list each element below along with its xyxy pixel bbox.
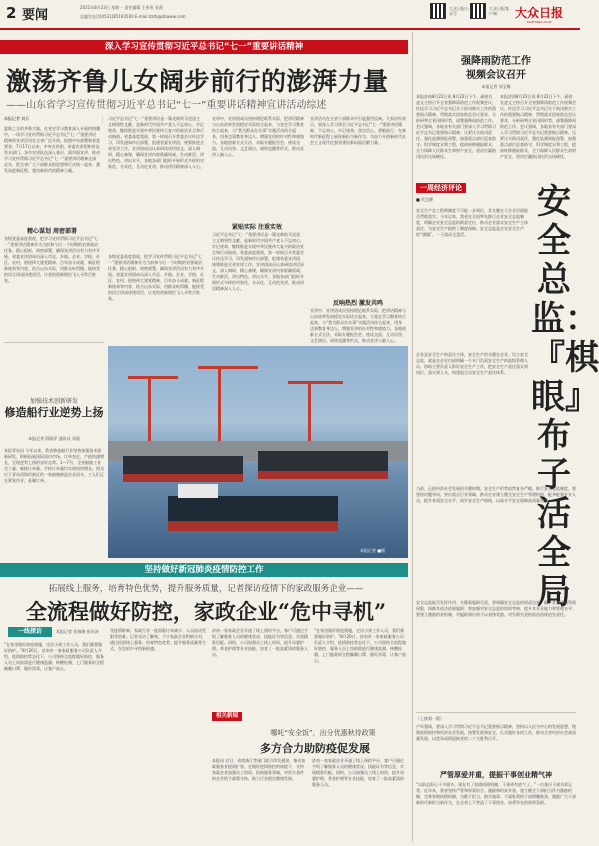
lead-col4-text: 宣讲活动在全省干部群众中引起强烈反响。大家纷纷表示，要深入学习领会习近平总书记“七一”重要讲话精神，不忘初心、牢记使命，坚定信心、勇毅前行，在新时代新征程上展现新担当新作为，为奋力开创新时代社会主义现代化强省建设新局面贡献力量。 xyxy=(310,116,406,145)
feature-byline: 本报记者 薛晓萍 通讯员 刘丽 xyxy=(28,436,80,441)
commentary-byline: ■ 代玉娇 xyxy=(416,197,434,202)
related-kicker: 哪吒“安全饭”，出分优惠秋待政策 xyxy=(270,729,376,737)
campaign-banner: 深入学习宣传贯彻习近平总书记“七一”重要讲话精神 xyxy=(0,40,408,54)
lead-col2-text-cont: 各级党委高度重视，把学习宣传贯彻习近平总书记“七一”重要讲话精神作为当前和今后一个时期的首要政治任务，精心组织，周密部署，确保宣讲活动有力有序开展。省委宣讲团成员深入市县、乡镇、企业、学校、社区、农村，围绕伟大建党精神、百年奋斗成就、新征程新使命等内容，结合山东实际，用群众听得懂、能接受的语言讲深讲透讲活，让党的创新理论飞入寻常百姓家。 xyxy=(108,254,204,301)
commentary-text-a: 安全生产总工程师制度不可能一步到位，其关键在于企业层面能否贯彻落实。今年以来，我省在全国率先推行企业安全总监制度，明确企业安全总监的职责定位，推动企业落实安全生产主体责任，为安全生产提供了制度保障。安全总监是企业安全生产的“棋眼”，一子落而全盘活。 xyxy=(416,208,528,237)
lead-col4-subtitle: 反响热烈 激发共鸣 xyxy=(332,300,384,307)
right-bottom-kicker: （上接第一版） xyxy=(416,716,444,721)
lead-col4-text-cont: 宣讲中，宣讲团成员坚持理论联系实际，把讲话精神与山东改革发展稳定实际结合起来，与党史学习教育结合起来，与“我为群众办实事”实践活动结合起来，用身边事教育身边人，增强宣讲的针对性和感染力。各地创新方式方法，采取专题报告会、座谈交流、互动问答、文艺演出、网络直播等形式，推动宣讲入脑入心。 xyxy=(310,308,406,343)
commentary-vertical-title: 安全总监：『棋眼』布子活全局 xyxy=(531,182,599,612)
commentary-text-c: 当前，正值经济社会发展的关键时期，安全生产形势依然复杂严峻。推行安全总监制度，要坚持问题导向，突出重点行业领域，推动企业建立健全安全生产管理机构，配齐配强专业人员，提升本质安全水平，筑牢安全生产防线，以高水平安全保障高质量发展。 xyxy=(416,486,576,503)
qr-code-icon xyxy=(470,3,486,19)
lead-headline: 激荡齐鲁儿女阔步前行的澎湃力量 xyxy=(6,67,389,96)
divider xyxy=(4,342,104,343)
lead-subhead: ——山东省学习宣传贯彻习近平总书记“七一”重要讲话精神宣讲活动综述 xyxy=(6,100,327,111)
newspaper-logo-sub: DAZHONG DAILY xyxy=(527,20,552,24)
related-news-tag: 相关新闻 xyxy=(212,712,242,721)
right-bottom-title: 严管厚爱并重，提振干事创业精气神 xyxy=(440,771,552,779)
right-bottom-text-b: “以前总担心干多错多，现在有了容错纠错机制，干事更有底气了。”一位基层干部告诉记者。近年来，我省坚持严管和厚爱结合、激励和约束并重，建立健全干部担当作为激励机制，完善容错纠错机制，为敢于担当、踏实做事、不谋私利的干部撑腰鼓劲，激励广大干部新时代新担当新作为，在全省上下营造了干事创业、奋勇争先的浓厚氛围。 xyxy=(416,782,576,805)
right-top-byline: 本报记者 刘玉梅 xyxy=(481,84,511,89)
lead-col3-text: 宣讲中，宣讲团成员坚持理论联系实际，把讲话精神与山东改革发展稳定实际结合起来，与党史学习教育结合起来，与“我为群众办实事”实践活动结合起来，用身边事教育身边人，增强宣讲的针对性和感染力。各地创新方式方法，采取专题报告会、座谈交流、互动问答、文艺演出、网络直播等形式，推动宣讲入脑入心。 xyxy=(212,116,304,157)
right-top-title-2: 视频会议召开 xyxy=(466,70,526,81)
related-text-cont: 济南一家家政企业开通了线上预约平台，客户可通过手机了解服务人员的健康状况、技能证书等信息，实现精准匹配。同时，公司加强员工线上培训，提升母婴护理、养老护理等专业技能，培育了一批高素质的服务人员。 xyxy=(312,758,404,787)
feature-text: 本报青岛讯 今年以来，我省修造船行业坚持加强技术创新研发，积极拓展国际国内市场，订单充足，产值快速增长，呈现逆势上扬的良好态势。1—7月，全省船舶工业完工量、新接订单量、手持订单量均实现较快增长。图为位于青岛西海岸新区的一家船舶修造企业码头，工人们正在紧张作业，赶制订单。 xyxy=(4,448,104,483)
lead-byline: 本报记者 刘兵 xyxy=(4,116,103,123)
second-byline: 本报记者 张春晓 张环泽 xyxy=(56,629,99,634)
photo-caption: 本报记者 ■摄 xyxy=(360,548,386,553)
lead-col1-subtitle: 精心谋划 周密部署 xyxy=(26,228,78,235)
right-top-text: 本报济南8月22日讯 8月22日下午，副省长凌文主持召开全省强降雨防范工作视频会议，传达学习习近平总书记关于防汛救灾工作的重要指示精神，贯彻落实国家防总会议要求，分析研判全省汛情形势，部署强降雨防范工作。会议强调，各地各有关部门要深入学习贯彻习近平总书记重要指示精神，压紧压实防汛责任，强化监测预报预警，加强重点部位巡查防守，科学调度水利工程，提前转移避险群众，全力保障人民群众生命财产安全，坚决打赢防汛抗洪这场硬仗。 xyxy=(416,94,496,159)
lead-col3-subtitle: 紧贴实际 注重实效 xyxy=(231,224,283,231)
qr-code-icon xyxy=(430,3,446,19)
related-text: 本报讯 近日，省商务厅等部门联合印发通知，推动家政服务业提质扩容，在做好疫情防控的前提下，支持家政企业加强员工培训、拓展服务领域，对符合条件的企业给予政策支持，助力行业稳定健康发展。 xyxy=(212,758,306,781)
lead-col2-text: 习近平总书记“七一”重要讲话是一篇光辉的马克思主义纲领性文献，是新时代中国共产党人不忘初心、牢记使命、继续推进实现中华民族伟大复兴的政治宣言和行动指南。省委高度重视，第一时间召开常委会议传达学习，印发通知作出部署，组建省委宣讲团，统筹推进全省宣讲工作。宣讲团成员认真研读讲话原文，深入调研，精心备课，确保宣讲内容准确权威、生动鲜活，讲出特色、讲出水平。各地各部门组织开展形式多样的对象化、分众化、互动化宣讲，推动讲话精神深入人心。 xyxy=(108,116,204,169)
divider xyxy=(416,712,576,713)
right-top-text-cont: 本报济南8月22日讯 8月22日下午，副省长凌文主持召开全省强降雨防范工作视频会议，传达学习习近平总书记关于防汛救灾工作的重要指示精神，贯彻落实国家防总会议要求，分析研判全省汛情形势，部署强降雨防范工作。会议强调，各地各有关部门要深入学习贯彻习近平总书记重要指示精神，压紧压实防汛责任，强化监测预报预警，加强重点部位巡查防守，科学调度水利工程，提前转移避险群众，全力保障人民群众生命财产安全，坚决打赢防汛抗洪这场硬仗。 xyxy=(500,94,576,159)
second-col3-text: 济南一家家政企业开通了线上预约平台，客户可通过手机了解服务人员的健康状况、技能证书等信息，实现精准匹配。同时，公司加强员工线上培训，提升母婴护理、养老护理等专业技能，培育了一批高素质的服务人员。 xyxy=(212,628,308,657)
right-top-title-1: 强降雨防范工作 xyxy=(461,56,531,67)
second-subhead: 拓展线上服务，培育特色优势，提升服务质量，记者探访疫情下的家政服务企业—— xyxy=(48,584,364,594)
phone-line: 总编室电话(0531)85193500 E-mail:dzrb@dzwww.com xyxy=(80,14,186,19)
second-col2-text: 受疫情影响，家政行业一度面临订单减少、人员流动受限等困难。记者采访了解到，不少家政企业积极应对，通过拓展线上服务、培育特色优势、提升服务质量等方式，在危机中寻找新机遇。 xyxy=(110,628,206,651)
commentary-text-d: 安全总监能否发挥作用，关键看履职尽责。要明确安全总监的权责边界，赋予其必要的管理权限，保障其依法依规履职；要加强对安全总监的培训考核，提升其专业能力和管理水平；要建立激励约束机制，对履职到位的予以表扬奖励，对失职失责的依法依规追究责任。 xyxy=(416,600,576,617)
related-title: 多方合力助防疫促发展 xyxy=(260,742,370,755)
column-divider xyxy=(412,32,413,842)
lead-col3-text-cont: 习近平总书记“七一”重要讲话是一篇光辉的马克思主义纲领性文献，是新时代中国共产党人不忘初心、牢记使命、继续推进实现中华民族伟大复兴的政治宣言和行动指南。省委高度重视，第一时间召开常委会议传达学习，印发通知作出部署，组建省委宣讲团，统筹推进全省宣讲工作。宣讲团成员认真研读讲话原文，深入调研，精心备课，确保宣讲内容准确权威、生动鲜活，讲出特色、讲出水平。各地各部门组织开展形式多样的对象化、分众化、互动化宣讲，推动讲话精神深入人心。 xyxy=(212,232,304,291)
shipyard-photo xyxy=(108,346,408,558)
right-bottom-text-a: 卢军强调，要深入学习贯彻习近平总书记重要指示精神，坚持以人民为中心的发展思想，统筹疫情防控和经济社会发展，统筹发展和安全，扎实做好各项工作，推动全省经济社会高质量发展，以优异成绩迎接党的二十大胜利召开。 xyxy=(416,724,576,741)
second-headline: 全流程做好防控，家政企业“危中寻机” xyxy=(25,599,387,624)
commentary-text-b: 企业是安全生产的责任主体，安全生产的关键在企业。设立安全总监，就是在企业内部明确一个专门负责安全生产的高级管理人员，协助主要负责人抓好安全生产工作，把安全生产责任落实到岗位、落实到人头，构建起全员安全生产责任体系。 xyxy=(416,352,528,375)
second-tag: 一线探访 xyxy=(8,627,52,637)
section-title: 要闻 xyxy=(22,8,49,23)
feature-kicker: 加强技术创新研发 xyxy=(29,398,78,405)
lead-col1-text-b: 各级党委高度重视，把学习宣传贯彻习近平总书记“七一”重要讲话精神作为当前和今后一个时期的首要政治任务，精心组织，周密部署，确保宣讲活动有力有序开展。省委宣讲团成员深入市县、乡镇、企业、学校、社区、农村，围绕伟大建党精神、百年奋斗成就、新征程新使命等内容，结合山东实际，用群众听得懂、能接受的语言讲深讲透讲活，让党的创新理论飞入寻常百姓家。 xyxy=(4,236,100,283)
qr1-label: 大众日报公众号 xyxy=(449,6,469,16)
lead-col1-text-a: 夏秋之交的齐鲁大地，在党史学习教育深入开展的热潮中，一场学习宣传贯彻习近平总书记“七一”重要讲话精神的宣讲活动在全省广泛开展。按照中央部署和省委要求，7月17日以来，中央宣讲团、省委宣讲团和省直有关部门、各市宣讲队伍深入基层，面对面宣讲，推动学习宣传贯彻习近平总书记“七一”重要讲话精神走深走实，把全省广大干部群众的思想和行动统一起来，激发奋进新征程、建功新时代的精神力量。 xyxy=(4,126,100,173)
commentary-tag: 一周经济评论 xyxy=(416,183,466,193)
qr2-label: 大众日报客户端 xyxy=(489,6,509,16)
newspaper-logo: 大众日报 xyxy=(515,6,564,20)
masthead-rule xyxy=(0,28,580,30)
second-col1-text: “在家里做好防疫措施，迁居小到工作人员，我们都要做好防护。”8月20日，济南市一家家政服务公司负责人介绍，疫情防控常态化下，公司坚持全流程做好防控，服务人员上岗前需进行健康监测、核酸检测，上门服务时全程佩戴口罩，做好消毒，让客户放心。 xyxy=(4,642,104,671)
second-col4-text: “在家里做好防疫措施，迁居小到工作人员，我们都要做好防护。”8月20日，济南市一家家政服务公司负责人介绍，疫情防控常态化下，公司坚持全流程做好防控，服务人员上岗前需进行健康监测、核酸检测，上门服务时全程佩戴口罩，做好消毒，让客户放心。 xyxy=(314,628,406,663)
date-line: 2021年8月23日 星期一 责任编辑 王彤彤 张燕 xyxy=(80,5,163,10)
page-number: 2 xyxy=(6,4,17,22)
epidemic-bar: 坚持做好新冠肺炎疫情防控工作 xyxy=(0,563,408,577)
feature-title: 修造船行业逆势上扬 xyxy=(4,406,104,419)
